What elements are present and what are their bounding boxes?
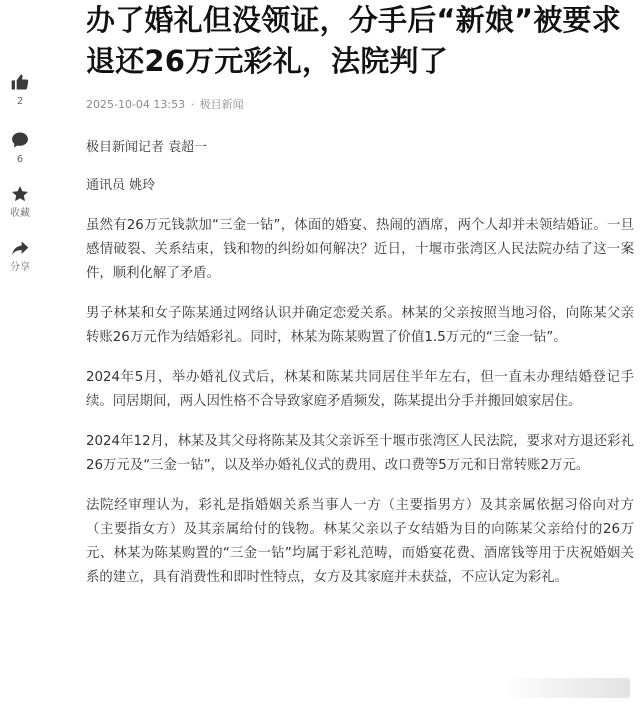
article-paragraph: 男子林某和女子陈某通过网络认识并确定恋爱关系。林某的父亲按照当地习俗，向陈某父亲转账26万元作为结婚彩礼。同时，林某为陈某购置了价值1.5万元的“三金一钻”。	[86, 306, 634, 345]
article-paragraph: 虽然有26万元钱款加“三金一钻”，体面的婚宴、热闹的酒席，两个人却并未领结婚证。一旦感情破裂、关系结束，钱和物的纠纷如何解决？近日，十堰市张湾区人民法院办结了这一案件，顺利化解了矛盾。	[86, 218, 634, 281]
like-button[interactable]	[0, 72, 40, 108]
article-meta	[86, 98, 634, 112]
action-rail	[0, 68, 40, 274]
publish-datetime: 2025-10-04 13:53	[86, 98, 186, 111]
article-paragraph: 2024年12月，林某及其父母将陈某及其父亲诉至十堰市张湾区人民法院，要求对方退还彩礼26万元及“三金一钻”，以及举办婚礼仪式的费用、改口费等5万元和日常转账2万元。	[86, 434, 634, 473]
meta-separator: ·	[190, 98, 195, 111]
thumbs-up-icon	[10, 72, 30, 92]
comment-count: 6	[16, 154, 24, 165]
article	[86, 0, 634, 590]
source-name[interactable]: 极目新闻	[199, 98, 244, 111]
article-paragraph: 2024年5月，举办婚礼仪式后，林某和陈某共同居住半年左右，但一直未办理结婚登记手续。同居期间，两人因性格不合导致家庭矛盾频发，陈某提出分手并搬回娘家居住。	[86, 370, 634, 409]
share-icon	[10, 238, 30, 258]
article-paragraph: 法院经审理认为，彩礼是指婚姻关系当事人一方（主要指男方）及其亲属依据习俗向对方（主要指女方）及其亲属给付的钱物。林某父亲以子女结婚为目的向陈某父亲给付的26万元、林某为陈某购置的“三金一钻”均属于彩礼范畴，而婚宴花费、酒席钱等用于庆祝婚姻关系的建立，具有消费性和即时性特点，女方及其家庭并未获益，不应认定为彩礼。	[86, 498, 634, 585]
like-count: 2	[16, 96, 24, 107]
watermark-logo	[500, 678, 630, 698]
share-button[interactable]	[0, 238, 40, 274]
comment-button[interactable]	[0, 130, 40, 166]
favorite-label: 收藏	[10, 208, 30, 219]
correspondent-byline: 通讯员 姚玲	[86, 178, 156, 193]
share-label: 分享	[10, 262, 30, 273]
article-title: 办了婚礼但没领证，分手后“新娘”被要求退还26万元彩礼，法院判了	[86, 3, 621, 78]
reporter-byline: 极目新闻记者 袁超一	[86, 140, 208, 155]
comment-icon	[10, 130, 30, 150]
star-icon	[10, 184, 30, 204]
watermark	[500, 678, 630, 698]
favorite-button[interactable]	[0, 184, 40, 220]
